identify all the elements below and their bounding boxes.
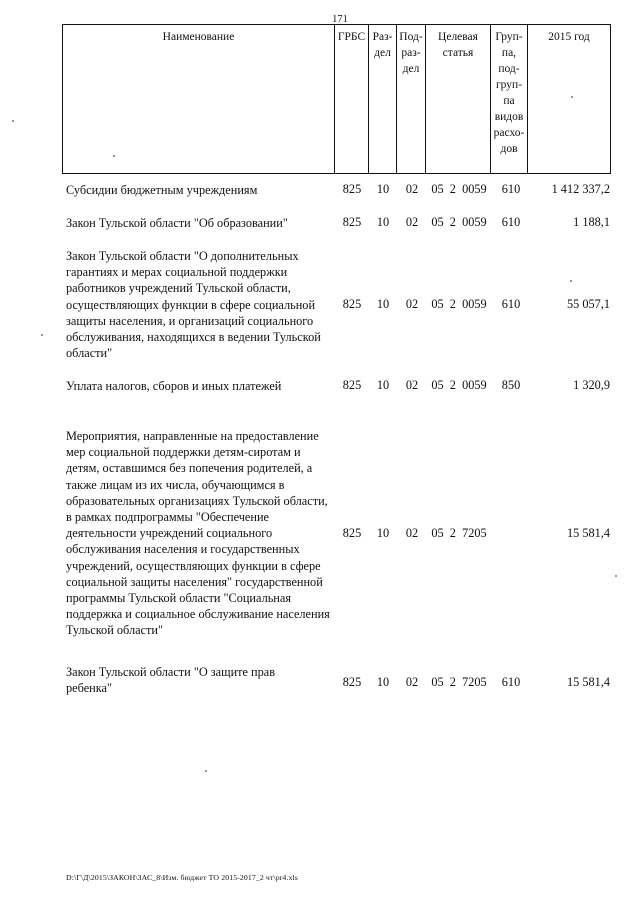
footer-file-path: D:\Г\Д\2015\ЗАКОН\ЗАС_8\Изм. бюджет ТО 2015-2017_2 чт\pr4.xls [66, 873, 298, 882]
page-number: 171 [332, 14, 348, 25]
row-celevaya: 05 2 0059 [431, 378, 487, 392]
row-name: Мероприятия, направленные на предоставление мер социальной поддержки детям-сиротам и детям, оставшимся без попечения родителей, а также лицам из их числа, обучающимся в образовательных организациях Тульской области, в рамках подпрограммы "Обеспечение деятельности учреждений социального обслуживания населения и государственных учреждений, осуществляющих функции в сфере социальной защиты населения" государственной программы Тульской области "Социальная поддержка и социальное обслуживание населения Тульской области" [66, 429, 330, 638]
column-header-gruppa: Груп- па, под- груп- па видов расхо- дов [491, 25, 528, 174]
table-header [62, 24, 611, 174]
column-header-name: Наименование [63, 25, 335, 174]
row-amount: 1 188,1 [573, 215, 610, 229]
row-celevaya: 05 2 7205 [431, 526, 487, 540]
scan-speck [570, 280, 572, 282]
row-podrazdel: 02 [405, 215, 419, 229]
row-name: Уплата налогов, сборов и иных платежей [66, 379, 282, 393]
row-razdel: 10 [376, 378, 390, 392]
row-gruppa: 610 [501, 675, 521, 689]
scan-speck [113, 155, 115, 157]
row-grbs: 825 [342, 297, 362, 311]
row-celevaya: 05 2 0059 [431, 215, 487, 229]
row-razdel: 10 [376, 215, 390, 229]
row-name: Субсидии бюджетным учреждениям [66, 183, 258, 197]
column-header-razdel: Раз- дел [369, 25, 397, 174]
scan-speck [615, 575, 617, 577]
scan-speck [205, 770, 207, 772]
scan-speck [41, 334, 43, 336]
row-podrazdel: 02 [405, 526, 419, 540]
row-celevaya: 05 2 0059 [431, 182, 487, 196]
table-row [66, 378, 610, 396]
row-podrazdel: 02 [405, 378, 419, 392]
row-podrazdel: 02 [405, 675, 419, 689]
row-name: Закон Тульской области "Об образовании" [66, 216, 288, 230]
column-header-celevaya: Целевая статья [426, 25, 491, 174]
column-header-year: 2015 год [528, 25, 611, 174]
row-grbs: 825 [342, 215, 362, 229]
row-amount: 15 581,4 [566, 675, 610, 689]
row-celevaya: 05 2 7205 [431, 675, 487, 689]
row-gruppa: 610 [501, 215, 521, 229]
row-amount: 1 412 337,2 [551, 182, 610, 196]
row-podrazdel: 02 [405, 297, 419, 311]
row-gruppa: 610 [501, 182, 521, 196]
row-razdel: 10 [376, 297, 390, 311]
table-row [66, 215, 610, 233]
row-razdel: 10 [376, 675, 390, 689]
table-row [66, 428, 610, 643]
row-name: Закон Тульской области "О дополнительных гарантиях и мерах социальной поддержки работников учреждений Тульской области, осуществляющих функции в сфере социальной защиты населения, и организаций социального обслуживания, находящихся в ведении Тульской области" [66, 249, 321, 361]
column-header-grbs: ГРБС [335, 25, 369, 174]
row-podrazdel: 02 [405, 182, 419, 196]
row-razdel: 10 [376, 182, 390, 196]
table-row [66, 182, 610, 200]
row-amount: 55 057,1 [566, 297, 610, 311]
row-grbs: 825 [342, 526, 362, 540]
row-grbs: 825 [342, 675, 362, 689]
row-grbs: 825 [342, 182, 362, 196]
scan-speck [571, 96, 573, 98]
row-grbs: 825 [342, 378, 362, 392]
row-gruppa: 850 [501, 378, 521, 392]
row-razdel: 10 [376, 526, 390, 540]
row-name: Закон Тульской области "О защите прав ребенка" [66, 665, 276, 696]
row-amount: 1 320,9 [573, 378, 610, 392]
row-gruppa: 610 [501, 297, 521, 311]
table-row [66, 664, 610, 700]
row-celevaya: 05 2 0059 [431, 297, 487, 311]
scan-speck [12, 120, 14, 122]
column-header-podrazdel: Под- раз- дел [397, 25, 426, 174]
table-row [66, 248, 610, 363]
row-amount: 15 581,4 [566, 526, 610, 540]
